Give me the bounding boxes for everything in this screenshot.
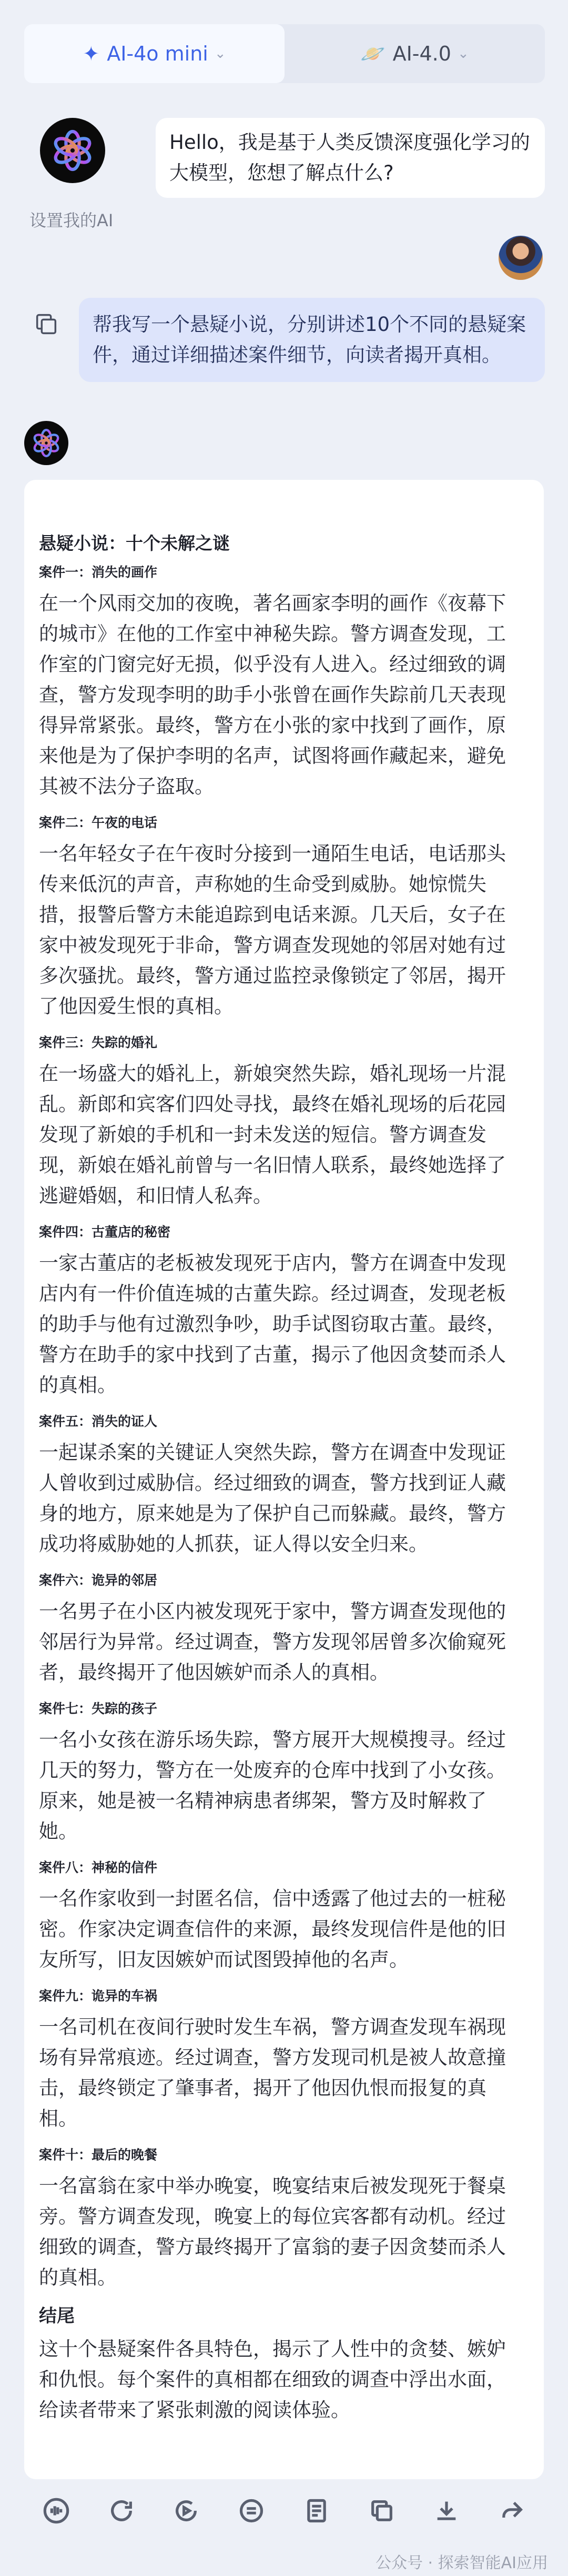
case-body: 一家古董店的老板被发现死于店内，警方在调查中发现店内有一件价值连城的古董失踪。经过调查，发现老板的助手与他有过激烈争吵，助手试图窃取古董。最终，警方在助手的家中找到了古董，揭示了他因贪婪而杀人的真相。 bbox=[39, 1252, 506, 1396]
case-body: 一名富翁在家中举办晚宴，晚宴结束后被发现死于餐桌旁。警方调查发现，晚宴上的每位宾客都有动机。经过细致的调查，警方最终揭开了富翁的妻子因贪婪而杀人的真相。 bbox=[39, 2175, 506, 2289]
regenerate-icon[interactable] bbox=[103, 2492, 140, 2529]
case-title: 案件九：诡异的车祸 bbox=[39, 1988, 158, 2004]
ai-avatar[interactable] bbox=[40, 118, 105, 183]
case-title: 案件二：午夜的电话 bbox=[39, 815, 158, 830]
ai-logo-icon bbox=[49, 127, 96, 174]
case-body: 一名男子在小区内被发现死于家中，警方调查发现他的邻居行为异常。经过调查，警方发现邻居曾多次偷窥死者，最终揭开了他因嫉妒而杀人的真相。 bbox=[39, 1600, 506, 1684]
answer-action-bar bbox=[24, 2479, 544, 2542]
voice-wave-icon[interactable] bbox=[38, 2492, 75, 2529]
copy-prompt-icon[interactable] bbox=[33, 310, 64, 342]
ending-body: 这十个悬疑案件各具特色，揭示了人性中的贪婪、嫉妒和仇恨。每个案件的真相都在细致的调查中浮出水面，给读者带来了紧张刺激的阅读体验。 bbox=[39, 2338, 506, 2421]
case-body: 一起谋杀案的关键证人突然失踪，警方在调查中发现证人曾收到过威胁信。经过细致的调查，警方找到证人藏身的地方，原来她是为了保护自己而躲藏。最终，警方成功将威胁她的人抓获，证人得以安全归来。 bbox=[39, 1441, 506, 1555]
case-body: 一名年轻女子在午夜时分接到一通陌生电话，电话那头传来低沉的声音，声称她的生命受到威胁。她惊慌失措，报警后警方未能追踪到电话来源。几天后，女子在家中被发现死于非命，警方调查发现她的邻居对她有过多次骚扰。最终，警方通过监控录像锁定了邻居，揭开了他因爱生恨的真相。 bbox=[39, 842, 506, 1018]
ai-logo-icon bbox=[30, 427, 63, 459]
share-icon[interactable] bbox=[493, 2492, 530, 2529]
case-title: 案件十：最后的晚餐 bbox=[39, 2147, 158, 2162]
user-avatar[interactable] bbox=[499, 236, 543, 280]
greeting-text: Hello，我是基于人类反馈深度强化学习的大模型，您想了解点什么? bbox=[169, 131, 530, 184]
copy-icon[interactable] bbox=[363, 2492, 400, 2529]
tab-ai-4o-mini[interactable] bbox=[24, 24, 285, 83]
case-body: 在一场盛大的婚礼上，新娘突然失踪，婚礼现场一片混乱。新郎和宾客们四处寻找，最终在婚礼现场的后花园发现了新娘的手机和一封未发送的短信。警方调查发现，新娘在婚礼前曾与一名旧情人联系，最终她选择了逃避婚姻，和旧情人私奔。 bbox=[39, 1062, 506, 1207]
ending-title: 结尾 bbox=[39, 2306, 75, 2327]
case-title: 案件一：消失的画作 bbox=[39, 565, 158, 580]
user-prompt-bubble bbox=[79, 298, 545, 382]
answer-card bbox=[24, 480, 544, 2479]
story-title: 悬疑小说：十个未解之谜 bbox=[39, 533, 230, 554]
download-icon[interactable] bbox=[428, 2492, 465, 2529]
case-body: 一名司机在夜间行驶时发生车祸，警方调查发现车祸现场有异常痕迹。经过调查，警方发现司机是被人故意撞击，最终锁定了肇事者，揭开了他因仇恨而报复的真相。 bbox=[39, 2016, 506, 2130]
greeting-bubble bbox=[156, 118, 545, 198]
case-body: 在一个风雨交加的夜晚，著名画家李明的画作《夜幕下的城市》在他的工作室中神秘失踪。警方调查发现，工作室的门窗完好无损，似乎没有人进入。经过细致的调查，警方发现李明的助手小张曾在画作失踪前几天表现得异常紧张。最终，警方在小张的家中找到了画作，原来他是为了保护李明的名声，试图将画作藏起来，避免其被不法分子盗取。 bbox=[39, 592, 506, 798]
case-title: 案件五：消失的证人 bbox=[39, 1414, 158, 1429]
export-doc-icon[interactable] bbox=[298, 2492, 335, 2529]
case-title: 案件七：失踪的孩子 bbox=[39, 1701, 158, 1716]
user-prompt-text: 帮我写一个悬疑小说，分别讲述10个不同的悬疑案件，通过详细描述案件细节，向读者揭开真相。 bbox=[93, 313, 526, 366]
model-tabs bbox=[24, 24, 545, 83]
tab-label: AI-4o mini bbox=[107, 42, 208, 65]
tab-ai-4-0[interactable] bbox=[285, 24, 545, 83]
case-body: 一名小女孩在游乐场失踪，警方展开大规模搜寻。经过几天的努力，警方在一处废弃的仓库中找到了小女孩。原来，她是被一名精神病患者绑架，警方及时解救了她。 bbox=[39, 1728, 506, 1843]
tab-label: AI-4.0 bbox=[392, 42, 451, 65]
setup-ai-link[interactable]: 设置我的AI bbox=[29, 210, 114, 230]
case-title: 案件四：古董店的秘密 bbox=[39, 1224, 171, 1240]
case-title: 案件八：神秘的信件 bbox=[39, 1860, 158, 1875]
planet-icon: 🪐 bbox=[360, 42, 386, 65]
stop-icon[interactable] bbox=[233, 2492, 270, 2529]
play-icon[interactable] bbox=[168, 2492, 205, 2529]
case-body: 一名作家收到一封匿名信，信中透露了他过去的一桩秘密。作家决定调查信件的来源，最终发现信件是他的旧友所写，旧友因嫉妒而试图毁掉他的名声。 bbox=[39, 1887, 506, 1971]
watermark: 公众号 · 探索智能AI应用 bbox=[376, 2554, 548, 2572]
case-title: 案件三：失踪的婚礼 bbox=[39, 1035, 158, 1050]
answer-content bbox=[39, 524, 523, 2433]
chevron-down-icon: ⌄ bbox=[214, 46, 226, 62]
chevron-down-icon: ⌄ bbox=[457, 46, 469, 62]
case-title: 案件六：诡异的邻居 bbox=[39, 1573, 158, 1588]
ai-avatar-small[interactable] bbox=[24, 421, 68, 465]
sparkle-icon: ✦ bbox=[83, 42, 100, 65]
